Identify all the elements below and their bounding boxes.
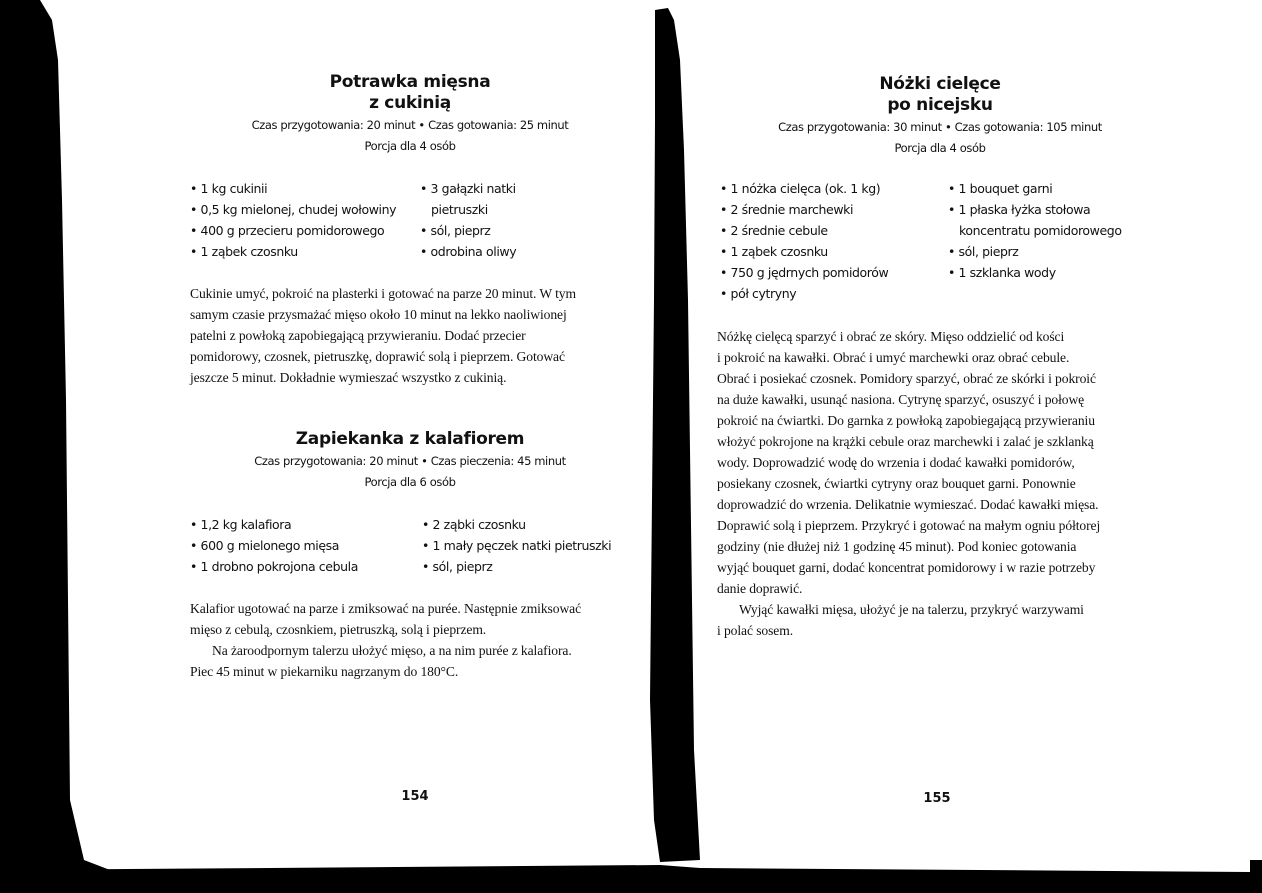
ingredient-item: • 0,5 kg mielonej, chudej wołowiny (190, 199, 396, 220)
text-line: na duże kawałki, usunąć nasiona. Cytrynę sparzyć, osuszyć i połowę (717, 392, 1085, 407)
recipe2-ingredients-col1 (190, 514, 358, 577)
recipe3-meta (720, 117, 1160, 159)
recipe2-title: Zapiekanka z kalafiorem (295, 429, 525, 449)
recipe1-ingredients-col2 (420, 178, 516, 262)
recipe3-title-line2: po nicejsku (887, 95, 993, 115)
text-line: Nóżkę cielęcą sparzyć i obrać ze skóry. Mięso oddzielić od kości (717, 329, 1065, 344)
ingredient-item: • 1,2 kg kalafiora (190, 514, 358, 535)
ingredient-item: • 600 g mielonego mięsa (190, 535, 358, 556)
text-line: Obrać i posiekać czosnek. Pomidory sparzyć, obrać ze skórki i pokroić (717, 371, 1096, 386)
ingredient-item: • 1 ząbek czosnku (720, 241, 888, 262)
recipe2-ingredients-col2 (422, 514, 611, 577)
recipe1-title (210, 72, 610, 114)
text-line: danie doprawić. (717, 581, 803, 596)
recipe1-title-line1: Potrawka mięsna (329, 72, 491, 92)
ingredient-item: • sól, pieprz (422, 556, 611, 577)
text-line: Kalafior ugotować na parze i zmiksować na purée. Następnie zmiksować (190, 601, 582, 616)
text-line: pomidorowy, czosnek, pietruszkę, doprawić solą i pieprzem. Gotować (190, 349, 565, 364)
text-line: Piec 45 minut w piekarniku nagrzanym do 180°C. (190, 664, 459, 679)
recipe3-directions (717, 326, 1161, 641)
text-line: doprowadzić do wrzenia. Delikatnie wymieszać. Dodać kawałki mięsa. (717, 497, 1099, 512)
ingredient-item: • 750 g jędrnych pomidorów (720, 262, 888, 283)
recipe1-ingredients-col1 (190, 178, 396, 262)
recipe1-portion: Porcja dla 4 osób (364, 139, 456, 153)
text-line: godziny (nie dłużej niż 1 godzinę 45 minut). Pod koniec gotowania (717, 539, 1077, 554)
ingredient-item: • 1 mały pęczek natki pietruszki (422, 535, 611, 556)
recipe1-title-line2: z cukinią (369, 93, 451, 113)
recipe3-portion: Porcja dla 4 osób (894, 141, 986, 155)
recipe1-directions (190, 283, 622, 388)
recipe2-times: Czas przygotowania: 20 minut • Czas pieczenia: 45 minut (254, 454, 566, 468)
text-line: jeszcze 5 minut. Dokładnie wymieszać wszystko z cukinią. (190, 370, 507, 385)
ingredient-item: • 2 ząbki czosnku (422, 514, 611, 535)
ingredient-item: • 1 nóżka cielęca (ok. 1 kg) (720, 178, 888, 199)
recipe3-ingredients-col2 (948, 178, 1122, 283)
recipe3-title-line1: Nóżki cielęce (879, 74, 1001, 94)
ingredient-item: • 1 ząbek czosnku (190, 241, 396, 262)
recipe2-meta (190, 451, 630, 493)
ingredient-item: • 2 średnie cebule (720, 220, 888, 241)
ingredient-item: • 1 drobno pokrojona cebula (190, 556, 358, 577)
recipe1-times: Czas przygotowania: 20 minut • Czas gotowania: 25 minut (251, 118, 569, 132)
ingredient-item: • pół cytryny (720, 283, 888, 304)
text-line: wody. Doprowadzić wodę do wrzenia i dodać kawałki pomidorów, (717, 455, 1075, 470)
text-line: mięso z cebulą, czosnkiem, pietruszką, solą i pieprzem. (190, 622, 487, 637)
text-line: Doprawić solą i pieprzem. Przykryć i gotować na małym ogniu półtorej (717, 518, 1101, 533)
ingredient-item: • 1 bouquet garni (948, 178, 1122, 199)
text-line: i polać sosem. (717, 623, 793, 638)
recipe3-ingredients-col1 (720, 178, 888, 304)
text-line: Na żaroodpornym talerzu ułożyć mięso, a na nim purée z kalafiora. (212, 643, 572, 658)
page-number: 155 (923, 791, 951, 806)
ingredient-item: • 1 płaska łyżka stołowa (948, 199, 1122, 220)
ingredient-item: • odrobina oliwy (420, 241, 516, 262)
ingredient-item: • sól, pieprz (948, 241, 1122, 262)
text-line: patelni z powłoką zapobiegającą przywieraniu. Dodać przecier (190, 328, 526, 343)
ingredient-item: • 1 szklanka wody (948, 262, 1122, 283)
ingredient-item: • sól, pieprz (420, 220, 516, 241)
text-line: wyjąć bouquet garni, dodać koncentrat pomidorowy i w razie potrzeby (717, 560, 1096, 575)
text-line: i pokroić na kawałki. Obrać i umyć marchewki oraz obrać cebule. (717, 350, 1070, 365)
page-number: 154 (401, 789, 429, 804)
text-line: pokroić na ćwiartki. Do garnka z powłoką zapobiegającą przywieraniu (717, 413, 1095, 428)
ingredient-item: • 1 kg cukinii (190, 178, 396, 199)
text-line: Wyjąć kawałki mięsa, ułożyć je na talerzu, przykryć warzywami (739, 602, 1084, 617)
ingredient-item-continued: koncentratu pomidorowego (959, 223, 1122, 238)
ingredient-item: • 3 gałązki natki (420, 178, 516, 199)
ingredient-item-continued: pietruszki (431, 202, 488, 217)
recipe3-times: Czas przygotowania: 30 minut • Czas gotowania: 105 minut (778, 120, 1102, 134)
ingredient-item: • 400 g przecieru pomidorowego (190, 220, 396, 241)
text-line: posiekany czosnek, ćwiartki cytryny oraz bouquet garni. Ponownie (717, 476, 1076, 491)
text-line: Cukinie umyć, pokroić na plasterki i gotować na parze 20 minut. W tym (190, 286, 576, 301)
recipe3-title (740, 74, 1140, 116)
ingredient-item: • 2 średnie marchewki (720, 199, 888, 220)
recipe1-meta (190, 115, 630, 157)
recipe2-portion: Porcja dla 6 osób (364, 475, 456, 489)
text-line: samym czasie przysmażać mięso około 10 minut na lekko naoliwionej (190, 307, 567, 322)
recipe2-directions (190, 598, 626, 682)
text-line: włożyć pokrojone na krążki cebule oraz marchewki i zalać je szklanką (717, 434, 1094, 449)
